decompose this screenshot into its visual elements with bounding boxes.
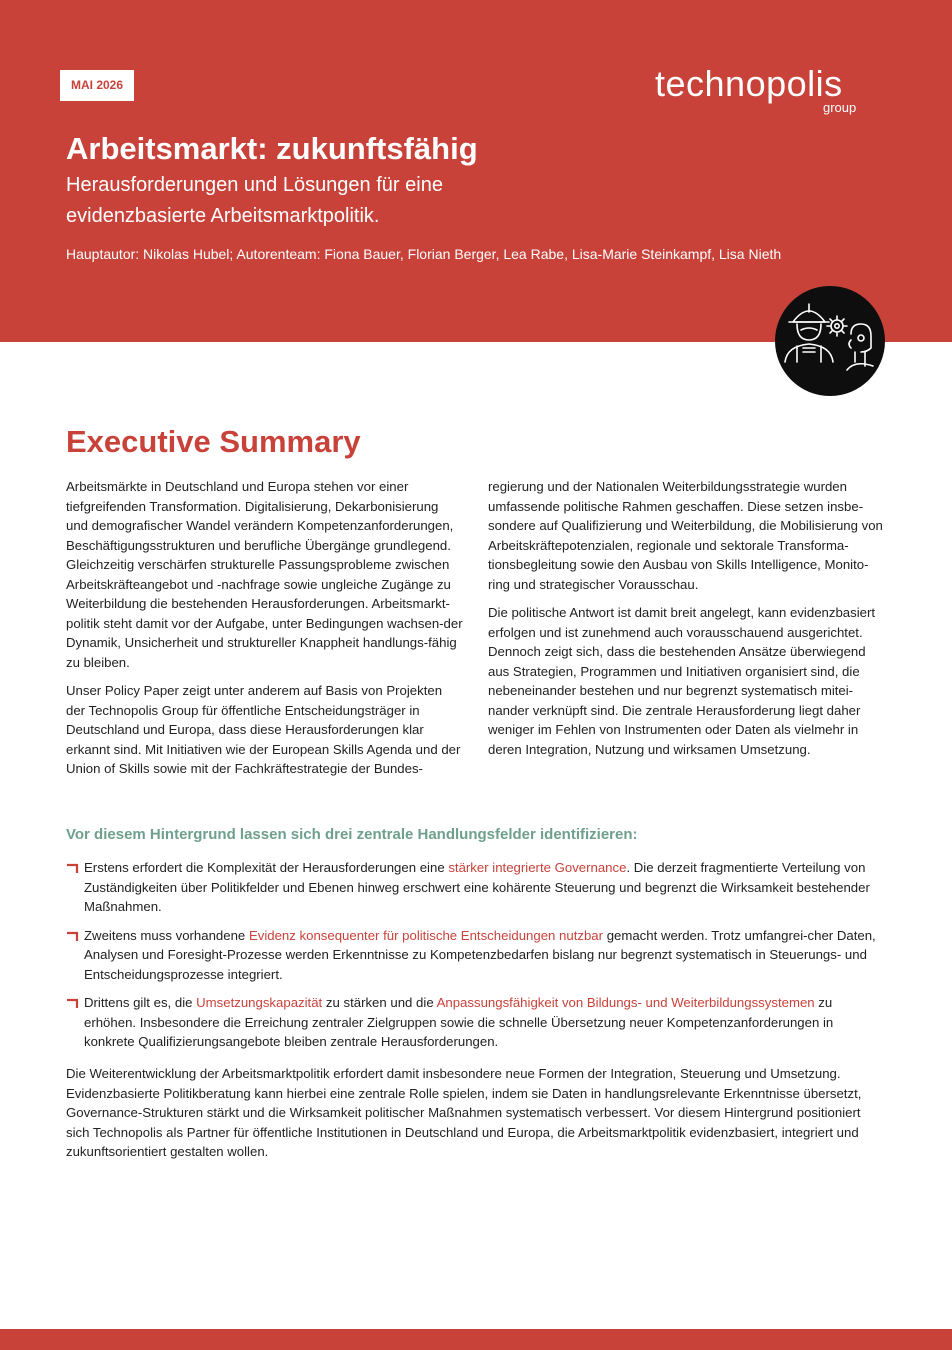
- technopolis-logo: [655, 62, 875, 118]
- authors-line: Hauptautor: Nikolas Hubel; Autorenteam: Fiona Bauer, Florian Berger, Lea Rabe, Lisa-Marie Steinkampf, Lisa Nieth: [66, 246, 782, 262]
- footer-bar: [0, 1329, 952, 1350]
- date-badge: MAI 2026: [60, 70, 134, 101]
- action-field-item: Erstens erfordert die Komplexität der Herausforderungen eine stärker integrierte Governance. Die derzeit fragmentierte Verteilung von Zuständigkeiten über Politikfelder und Ebenen hinweg erschwert eine kohärente Steuerung und begrenzt die Wirksamkeit bestehender Maßnahmen.: [66, 858, 886, 917]
- worker-robot-gear-icon: [775, 286, 885, 396]
- corner-arrow-icon: [66, 930, 80, 942]
- logo-wordmark: technopolis: [655, 63, 843, 104]
- highlight-text: Evidenz konsequenter für politische Entscheidungen nutzbar: [248, 927, 604, 943]
- action-field-item: Drittens gilt es, die Umsetzungskapazität zu stärken und die Anpassungsfähigkeit von Bildungs- und Weiterbildungssystemen zu erhöhen. Insbesondere die Erreichung zentraler Zielgruppen sowie die schnelle Übersetzung neuer Kompetenzanforderungen in konkrete Qualifizierungsangebote bleiben zentrale Herausforderungen.: [66, 993, 886, 1052]
- subtitle-line-1: Herausforderungen und Lösungen für eine: [66, 174, 443, 196]
- page-subtitle: [66, 170, 626, 232]
- summary-paragraph: Unser Policy Paper zeigt unter anderem auf Basis von Projekten der Technopolis Group für öffentliche Entscheidungsträger in Deutschland und Europa, dass diese Herausforderungen klar erkannt sind. Mit Initiativen wie der European Skills Agenda und der Union of Skills sowie mit der Fachkräftestrategie der Bundes-: [66, 683, 461, 776]
- summary-paragraph: Arbeitsmärkte in Deutschland und Europa stehen vor einer tiefgreifenden Transformation. Digitalisierung, Dekarbonisierung und demografischer Wandel verändern Kompetenzanforderungen, Beschäftigungsstrukturen und berufliche Übergänge grundlegend. Gleichzeitig verschärfen strukturelle Passungsprobleme zwischen Arbeitskräfteangebot und -nachfrage sowie ungleiche Zugänge zu Weiterbildung die bestehenden Herausforderungen. Arbeitsmarkt-politik steht damit vor der Aufgabe, unter Bedingungen wachsen-der Dynamik, Unsicherheit und struktureller Knappheit handlungs-fähig zu bleiben.: [66, 479, 463, 670]
- action-field-item: Zweitens muss vorhandene Evidenz konsequenter für politische Entscheidungen nutzbar gemacht werden. Trotz umfangrei-cher Daten, Analysen und Foresight-Prozesse werden Erkenntnisse zu Kompetenzbedarfen bislang nur begrenzt systematisch in Steuerungs- und Entscheidungsprozesse integriert.: [66, 926, 886, 985]
- summary-paragraph: Die politische Antwort ist damit breit angelegt, kann evidenzbasiert erfolgen und ist zunehmend auch vorausschauend ausgerichtet. Dennoch zeigt sich, dass die bestehenden Ansätze überwiegend aus Strategien, Programmen und Initiativen organisiert sind, die nebeneinander bestehen und nur begrenzt systematisch mitei-nander verknüpft sind. Die zentrale Herausforderung liegt daher weniger im Fehlen von Instrumenten oder Daten als vielmehr in deren Integration, Nutzung und wirksamen Umsetzung.: [488, 605, 876, 757]
- action-fields-list: [66, 858, 886, 1061]
- highlight-text: Anpassungsfähigkeit von Bildungs- und Weiterbildungssystemen: [436, 995, 815, 1010]
- summary-column-right: [488, 477, 886, 768]
- summary-paragraph: regierung und der Nationalen Weiterbildungsstrategie wurden umfassende politische Rahmen geschaffen. Diese setzen insbe-sondere auf Qualifizierung und Weiterbildung, die Mobilisierung von Arbeitskräftepotenzialen, regionale und sektorale Transforma-tionsbegleitung sowie den Ausbau von Skills Intelligence, Monito-ring und strategischer Vorausschau.: [488, 479, 883, 592]
- corner-arrow-icon: [66, 862, 80, 874]
- executive-summary-heading: Executive Summary: [66, 424, 361, 459]
- closing-paragraph: Die Weiterentwicklung der Arbeitsmarktpolitik erfordert damit insbesondere neue Formen der Integration, Steuerung und Umsetzung. Evidenzbasierte Politikberatung kann hierbei eine zentrale Rolle spielen, indem sie Daten in handlungsrelevante Erkenntnisse übersetzt, Governance-Strukturen stärkt und die Wirksamkeit politischer Maßnahmen systematisch verbessert. Vor diesem Hintergrund positioniert sich Technopolis als Partner für öffentliche Institutionen in Deutschland und Europa, die Arbeitsmarktpolitik evidenzbasiert, integriert und zukunftsorientiert gestalten wollen.: [66, 1066, 862, 1159]
- highlight-text: Umsetzungskapazität: [196, 995, 323, 1010]
- action-fields-heading: Vor diesem Hintergrund lassen sich drei zentrale Handlungsfelder identifizieren:: [66, 826, 638, 843]
- corner-arrow-icon: [66, 997, 80, 1009]
- logo-subtext: group: [823, 100, 857, 115]
- summary-column-left: [66, 477, 464, 788]
- highlight-text: stärker integrierte Governance: [448, 860, 627, 875]
- page-title: Arbeitsmarkt: zukunftsfähig: [66, 131, 478, 166]
- subtitle-line-2: evidenzbasierte Arbeitsmarktpolitik.: [66, 205, 380, 227]
